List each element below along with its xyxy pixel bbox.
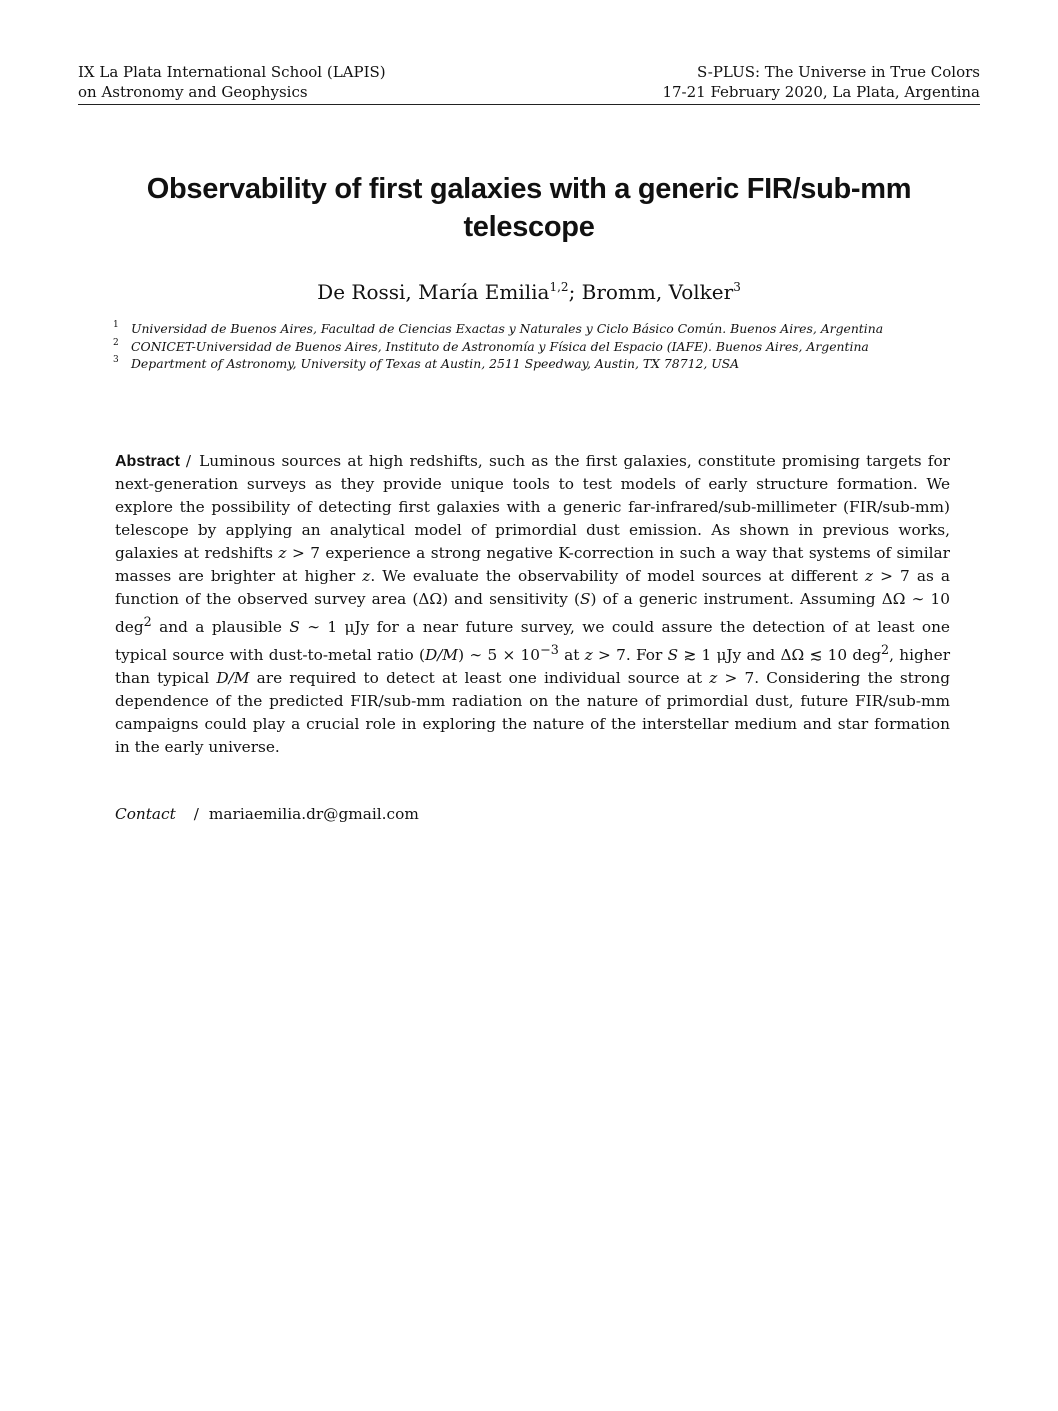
event-dates: 17-21 February 2020, La Plata, Argentina (662, 83, 980, 101)
abstract-text: ) of a generic instrument. Assuming ΔΩ ∼ 10 deg (115, 590, 950, 637)
abstract-text: at (558, 646, 585, 665)
contact-line (115, 803, 950, 826)
affiliation-number: 1 (113, 320, 119, 330)
abstract-text: , higher than typical (115, 646, 951, 688)
abstract (115, 450, 950, 759)
conference-name-line1: IX La Plata International School (LAPIS) (78, 63, 386, 81)
contact-separator: / (193, 805, 199, 823)
author-list (80, 278, 978, 306)
abstract-text: ∼ 1 μJy for a near future survey, we could assure the detection of at least one typical source with dust-to-metal ratio ( (115, 618, 950, 665)
math-variable: z (709, 669, 718, 688)
affiliation-list (113, 320, 950, 373)
affiliation-text: Department of Astronomy, University of Texas at Austin, 2511 Speedway, Austin, TX 78712, USA (131, 356, 740, 371)
abstract-label: Abstract (115, 453, 180, 470)
page-header (78, 62, 980, 105)
affiliation-item (113, 355, 950, 373)
abstract-separator: / (185, 452, 192, 470)
conference-name-line2: on Astronomy and Geophysics (78, 83, 308, 101)
event-info (662, 62, 980, 102)
abstract-text: > 7. For (592, 646, 668, 665)
abstract-text: and a plausible (151, 618, 290, 637)
author-affiliation-marker: 1,2 (549, 280, 569, 294)
math-exponent: 2 (143, 615, 152, 630)
abstract-text: > 7. Considering the strong dependence of the predicted FIR/sub-mm radiation on the nature of primordial dust, future FIR/sub-mm campaigns could play a crucial role in exploring the nature of the interstellar medium and star formation in the early universe. (115, 669, 950, 757)
math-exponent: 2 (881, 643, 890, 659)
abstract-text: are required to detect at least one individual source at (249, 669, 710, 688)
math-variable: z (864, 567, 874, 585)
author-name: Bromm, Volker (581, 280, 734, 304)
affiliation-item (113, 320, 950, 338)
math-variable: z (278, 544, 287, 562)
affiliation-text: CONICET-Universidad de Buenos Aires, Instituto de Astronomía y Física del Espacio (IAFE). Buenos Aires, Argentina (131, 338, 869, 354)
math-variable: D/M (216, 669, 250, 688)
abstract-text: > 7 as a function of the observed survey area (ΔΩ) and sensitivity ( (115, 567, 951, 608)
abstract-text: ) ∼ 5 × 10 (458, 646, 541, 665)
contact-email[interactable]: mariaemilia.dr@gmail.com (208, 805, 419, 823)
abstract-text: > 7 experience a strong negative K-correction in such a way that systems of similar masses are brighter at higher (115, 544, 950, 585)
author-affiliation-marker: 3 (733, 280, 741, 294)
math-variable: D/M (425, 646, 459, 665)
event-title: S-PLUS: The Universe in True Colors (696, 63, 980, 81)
abstract-text: Luminous sources at high redshifts, such as the first galaxies, constitute promising targets for next-generation surveys as they provide unique tools to test models of early structure formation. We explore the possibility of detecting first galaxies with a generic far-infrared/sub-millimeter (FIR/sub-mm) telescope by applying an analytical model of primordial dust emission. As shown in previous works, galaxies at redshifts (115, 452, 950, 562)
math-exponent: −3 (540, 643, 559, 659)
math-variable: z (362, 567, 371, 585)
math-variable: S (289, 618, 300, 637)
affiliation-number: 3 (113, 355, 119, 365)
math-variable: S (580, 590, 591, 608)
abstract-text: ≳ 1 μJy and ΔΩ ≲ 10 deg (678, 646, 881, 665)
author-name: De Rossi, María Emilia (317, 280, 550, 304)
conference-info (78, 62, 386, 102)
math-variable: z (584, 646, 593, 665)
abstract-text: . We evaluate the observability of model sources at different (370, 567, 865, 585)
affiliation-text: Universidad de Buenos Aires, Facultad de Ciencias Exactas y Naturales y Ciclo Básico Común. Buenos Aires, Argentina (131, 321, 884, 336)
math-variable: S (667, 646, 679, 665)
affiliation-number: 2 (113, 337, 119, 348)
author-separator: ; (568, 280, 582, 304)
contact-label: Contact (115, 805, 176, 823)
affiliation-item (113, 338, 950, 356)
paper-title: Observability of first galaxies with a generic FIR/sub-mm telescope (146, 173, 912, 243)
